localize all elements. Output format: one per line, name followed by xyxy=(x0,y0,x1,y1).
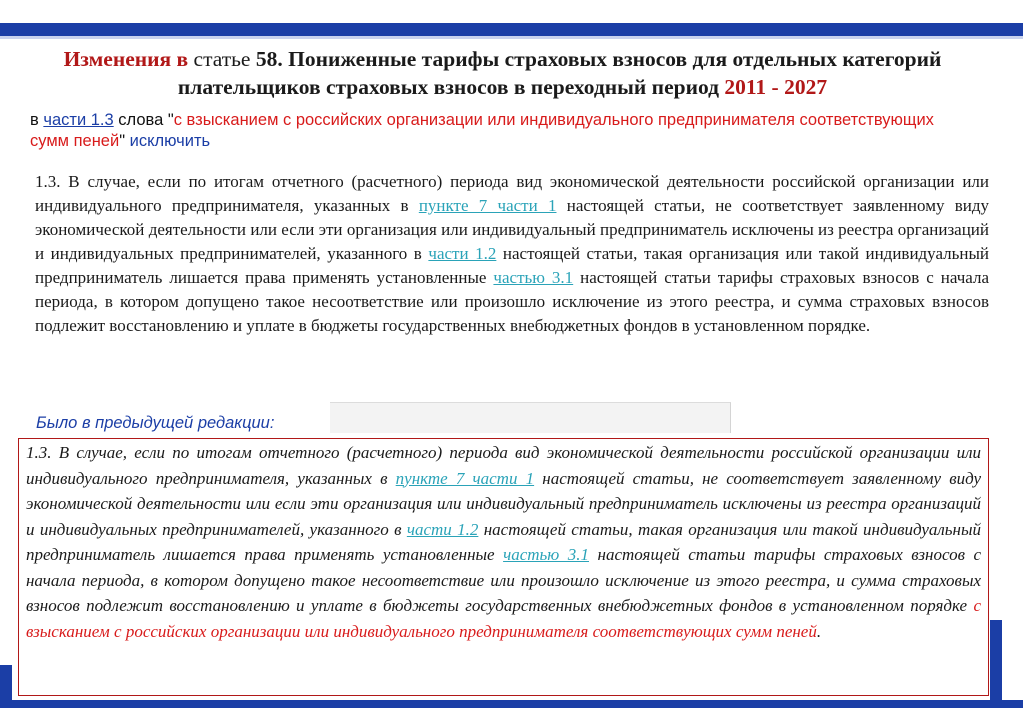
new-link-part12[interactable]: части 1.2 xyxy=(428,244,497,263)
change-link-part[interactable]: части 1.3 xyxy=(43,111,114,129)
old-text-s5: . xyxy=(816,621,822,641)
title-part-changes: Изменения в xyxy=(63,47,194,71)
change-text-words: слова " xyxy=(113,111,174,129)
slide-title xyxy=(30,45,975,101)
header-band-shadow xyxy=(0,36,1023,39)
header-band xyxy=(0,23,1023,36)
footer-band xyxy=(0,700,1023,708)
paper-decoration xyxy=(330,402,731,433)
new-edition-text xyxy=(35,170,989,338)
new-text-s1: 1.3. В случае, если по итогам отчетного (расчетного) периода вид экономической деятельности российской организации или индивидуального предпринимателя, указанных в xyxy=(35,172,989,215)
old-link-part31[interactable]: частью 3.1 xyxy=(503,545,589,564)
new-text-s3: настоящей статьи, такая организация или такой индивидуальный предприниматель лишается права применять установленные xyxy=(35,244,990,287)
change-text-in: в xyxy=(30,111,44,129)
old-text-s1: 1.3. В случае, если по итогам отчетного (расчетного) периода вид экономической деятельности российской организации или индивидуального предпринимателя, указанных в xyxy=(26,443,981,488)
footer-side-band xyxy=(990,620,1002,700)
old-text-s4: настоящей статьи тарифы страховых взносов с начала периода, в котором допущено такое несоответствие или произошло исключение из этого реестра, и сумма страховых взносов подлежит восстановлению и уплате в бюджеты государственных внебюджетных фондов в установленном порядке xyxy=(26,545,982,615)
change-removed-phrase: с взысканием с российских организации или индивидуального предпринимателя соответствующих сумм пеней xyxy=(30,111,934,150)
old-removed-phrase: с взысканием с российских организации или индивидуального предпринимателя соответствующих сумм пеней xyxy=(26,596,981,641)
title-part-article: статье xyxy=(193,47,251,71)
footer-left-band xyxy=(0,665,12,700)
change-action: исключить xyxy=(129,132,211,150)
title-part-main: 58. Пониженные тарифы страховых взносов для отдельных категорий плательщиков страховых взносов в переходный период xyxy=(177,47,942,99)
old-text-s3: настоящей статьи, такая организация или такой индивидуальный предприниматель лишается права применять установленные xyxy=(26,519,981,564)
new-link-part31[interactable]: частью 3.1 xyxy=(493,268,574,287)
old-text-s2: настоящей статьи, не соответствует заявленному виду экономической деятельности или если эти организация или индивидуальный предприниматель исключены из реестра организаций и индивидуальных предпринимателей, указанного в xyxy=(26,468,981,539)
new-link-point7[interactable]: пункте 7 части 1 xyxy=(418,196,557,215)
title-part-years: 2011 - 2027 xyxy=(724,75,828,99)
old-link-part12[interactable]: части 1.2 xyxy=(406,519,479,539)
old-link-point7[interactable]: пункте 7 части 1 xyxy=(395,468,535,488)
new-text-s4: настоящей статьи тарифы страховых взносов с начала периода, в котором допущено такое несоответствие или произошло исключение из этого реестра, и сумма страховых взносов подлежит восстановлению и уплате в бюджеты государственных внебюджетных фондов в установленном порядке. xyxy=(35,268,989,335)
previous-edition-label: Было в предыдущей редакции: xyxy=(36,414,275,432)
previous-edition-text xyxy=(26,440,981,644)
new-text-s2: настоящей статьи, не соответствует заявленному виду экономической деятельности или если эти организация или индивидуальный предприниматель исключены из реестра организаций и индивидуальных предпринимателей, указанного в xyxy=(35,196,989,263)
change-instruction xyxy=(30,110,970,152)
change-text-quote: " xyxy=(119,132,130,150)
